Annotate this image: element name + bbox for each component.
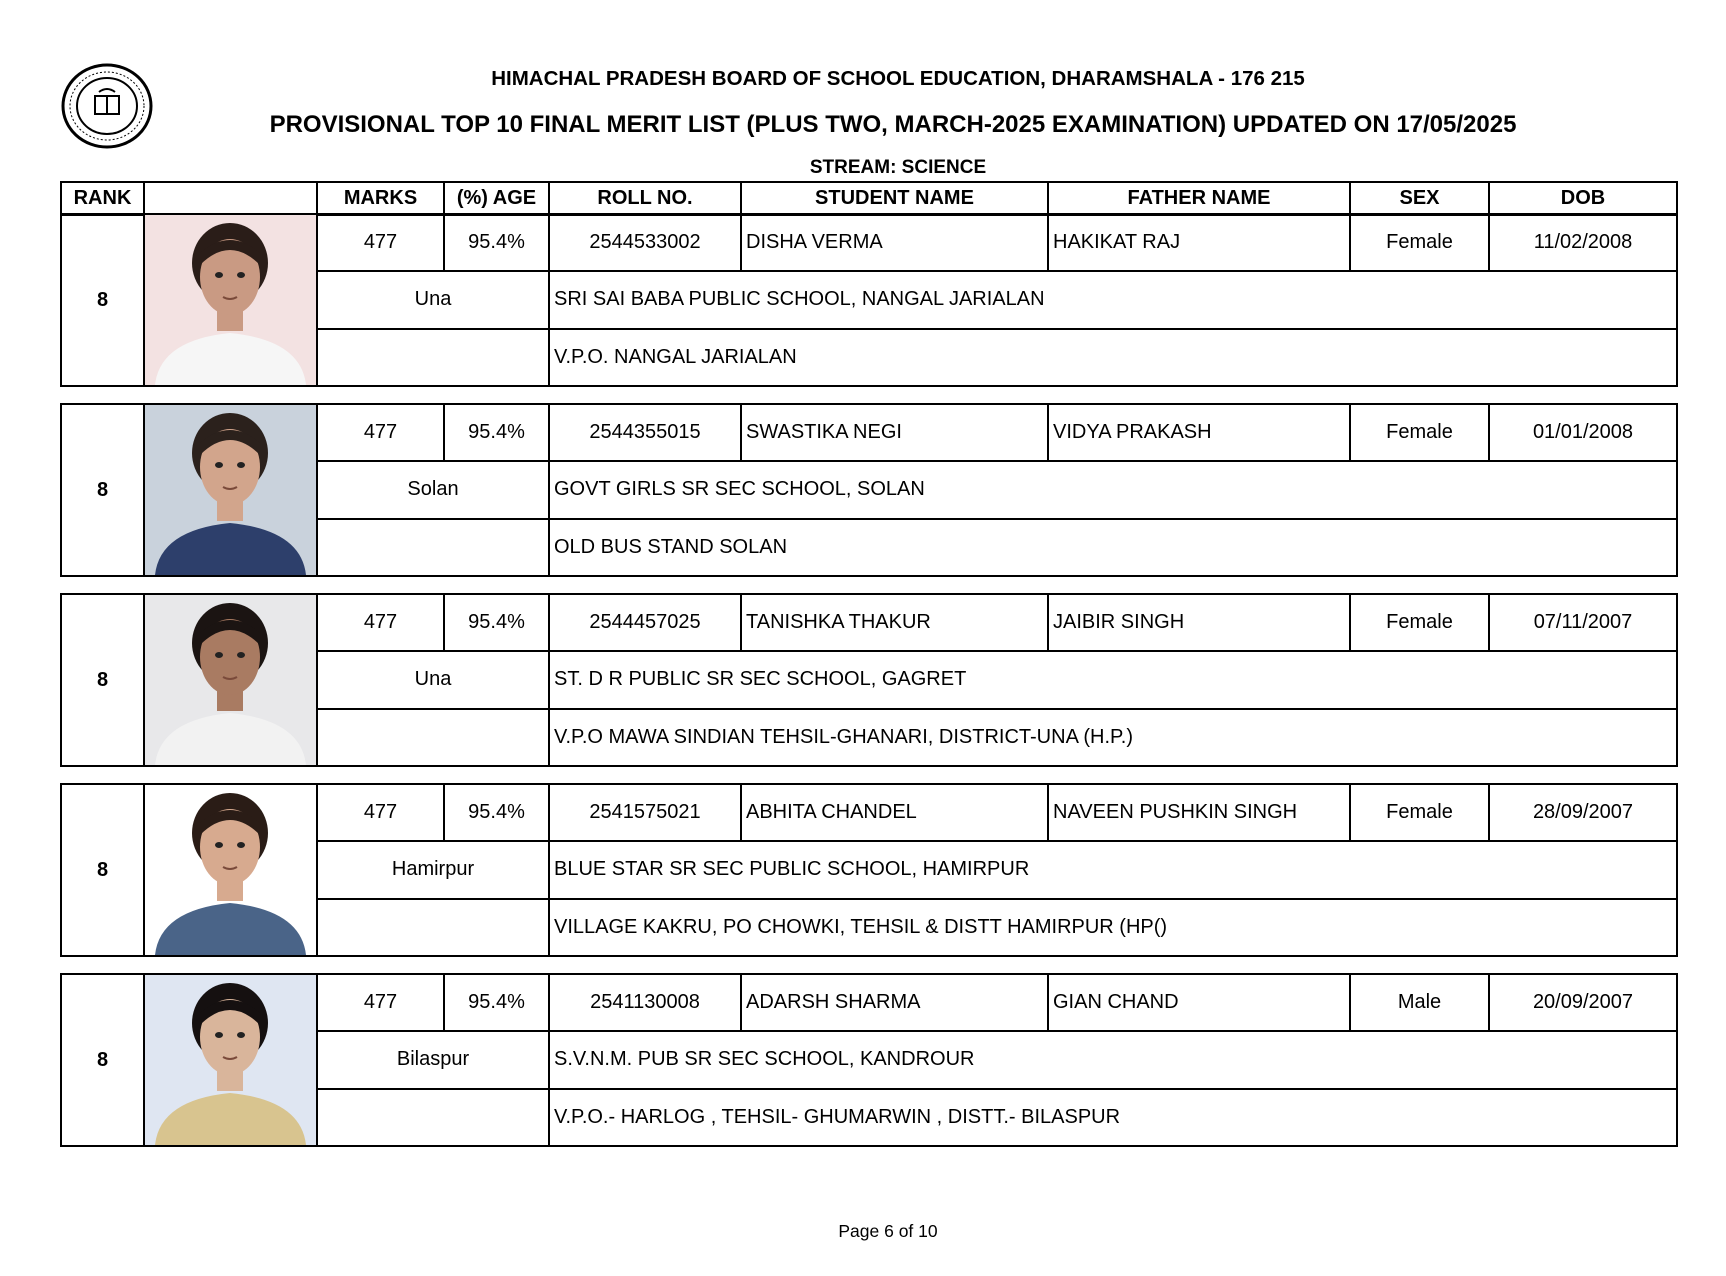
col-photo — [144, 182, 317, 215]
roll-cell: 2544457025 — [549, 594, 741, 651]
school-cell: ST. D R PUBLIC SR SEC SCHOOL, GAGRET — [549, 651, 1677, 708]
rank-cell: 8 — [61, 594, 144, 766]
sex-cell: Female — [1350, 784, 1489, 841]
dob-cell: 11/02/2008 — [1489, 214, 1677, 271]
merit-table-header — [60, 181, 1678, 216]
rank-cell: 8 — [61, 404, 144, 576]
address-cell: OLD BUS STAND SOLAN — [549, 519, 1677, 576]
student-name-cell: ADARSH SHARMA — [741, 974, 1048, 1031]
district-cell: Solan — [317, 461, 549, 518]
school-cell: BLUE STAR SR SEC PUBLIC SCHOOL, HAMIRPUR — [549, 841, 1677, 898]
student-record — [60, 213, 1678, 387]
page-number: Page 6 of 10 — [838, 1221, 938, 1241]
student-photo — [144, 404, 317, 576]
student-photo-image — [145, 215, 316, 385]
father-name-cell: NAVEEN PUSHKIN SINGH — [1048, 784, 1350, 841]
empty-cell — [317, 329, 549, 386]
empty-cell — [317, 519, 549, 576]
student-photo — [144, 214, 317, 386]
col-student: STUDENT NAME — [741, 182, 1048, 215]
marks-cell: 477 — [317, 404, 444, 461]
student-photo — [144, 594, 317, 766]
district-cell: Hamirpur — [317, 841, 549, 898]
marks-cell: 477 — [317, 214, 444, 271]
school-cell: SRI SAI BABA PUBLIC SCHOOL, NANGAL JARIALAN — [549, 271, 1677, 328]
sex-cell: Female — [1350, 404, 1489, 461]
address-cell: VILLAGE KAKRU, PO CHOWKI, TEHSIL & DISTT HAMIRPUR (HP() — [549, 899, 1677, 956]
district-cell: Una — [317, 651, 549, 708]
percent-cell: 95.4% — [444, 404, 549, 461]
student-name-cell: SWASTIKA NEGI — [741, 404, 1048, 461]
col-rank: RANK — [61, 182, 144, 215]
col-sex: SEX — [1350, 182, 1489, 215]
district-cell: Bilaspur — [317, 1031, 549, 1088]
percent-cell: 95.4% — [444, 214, 549, 271]
board-title: HIMACHAL PRADESH BOARD OF SCHOOL EDUCATION, DHARAMSHALA - 176 215 — [491, 67, 1305, 90]
address-cell: V.P.O.- HARLOG , TEHSIL- GHUMARWIN , DISTT.- BILASPUR — [549, 1089, 1677, 1146]
father-name-cell: JAIBIR SINGH — [1048, 594, 1350, 651]
student-photo — [144, 974, 317, 1146]
sex-cell: Female — [1350, 214, 1489, 271]
school-cell: S.V.N.M. PUB SR SEC SCHOOL, KANDROUR — [549, 1031, 1677, 1088]
rank-cell: 8 — [61, 974, 144, 1146]
student-name-cell: DISHA VERMA — [741, 214, 1048, 271]
roll-cell: 2541575021 — [549, 784, 741, 841]
col-dob: DOB — [1489, 182, 1677, 215]
student-photo-image — [145, 785, 316, 955]
sex-cell: Male — [1350, 974, 1489, 1031]
roll-cell: 2544355015 — [549, 404, 741, 461]
student-record — [60, 593, 1678, 767]
student-record — [60, 783, 1678, 957]
dob-cell: 20/09/2007 — [1489, 974, 1677, 1031]
school-cell: GOVT GIRLS SR SEC SCHOOL, SOLAN — [549, 461, 1677, 518]
student-name-cell: TANISHKA THAKUR — [741, 594, 1048, 651]
dob-cell: 01/01/2008 — [1489, 404, 1677, 461]
percent-cell: 95.4% — [444, 784, 549, 841]
sex-cell: Female — [1350, 594, 1489, 651]
student-record — [60, 973, 1678, 1147]
student-photo-image — [145, 595, 316, 765]
student-photo-image — [145, 975, 316, 1145]
rank-cell: 8 — [61, 214, 144, 386]
percent-cell: 95.4% — [444, 974, 549, 1031]
roll-cell: 2541130008 — [549, 974, 741, 1031]
student-name-cell: ABHITA CHANDEL — [741, 784, 1048, 841]
merit-list-title: PROVISIONAL TOP 10 FINAL MERIT LIST (PLUS TWO, MARCH-2025 EXAMINATION) UPDATED ON 17/05/2025 — [269, 111, 1517, 138]
percent-cell: 95.4% — [444, 594, 549, 651]
student-photo — [144, 784, 317, 956]
father-name-cell: HAKIKAT RAJ — [1048, 214, 1350, 271]
address-cell: V.P.O. NANGAL JARIALAN — [549, 329, 1677, 386]
rank-cell: 8 — [61, 784, 144, 956]
father-name-cell: GIAN CHAND — [1048, 974, 1350, 1031]
marks-cell: 477 — [317, 784, 444, 841]
marks-cell: 477 — [317, 974, 444, 1031]
address-cell: V.P.O MAWA SINDIAN TEHSIL-GHANARI, DISTRICT-UNA (H.P.) — [549, 709, 1677, 766]
father-name-cell: VIDYA PRAKASH — [1048, 404, 1350, 461]
col-roll: ROLL NO. — [549, 182, 741, 215]
dob-cell: 07/11/2007 — [1489, 594, 1677, 651]
roll-cell: 2544533002 — [549, 214, 741, 271]
col-father: FATHER NAME — [1048, 182, 1350, 215]
col-marks: MARKS — [317, 182, 444, 215]
student-photo-image — [145, 405, 316, 575]
marks-cell: 477 — [317, 594, 444, 651]
col-percent: (%) AGE — [444, 182, 549, 215]
empty-cell — [317, 899, 549, 956]
empty-cell — [317, 709, 549, 766]
stream-label: STREAM: SCIENCE — [809, 157, 987, 178]
empty-cell — [317, 1089, 549, 1146]
district-cell: Una — [317, 271, 549, 328]
dob-cell: 28/09/2007 — [1489, 784, 1677, 841]
student-record — [60, 403, 1678, 577]
